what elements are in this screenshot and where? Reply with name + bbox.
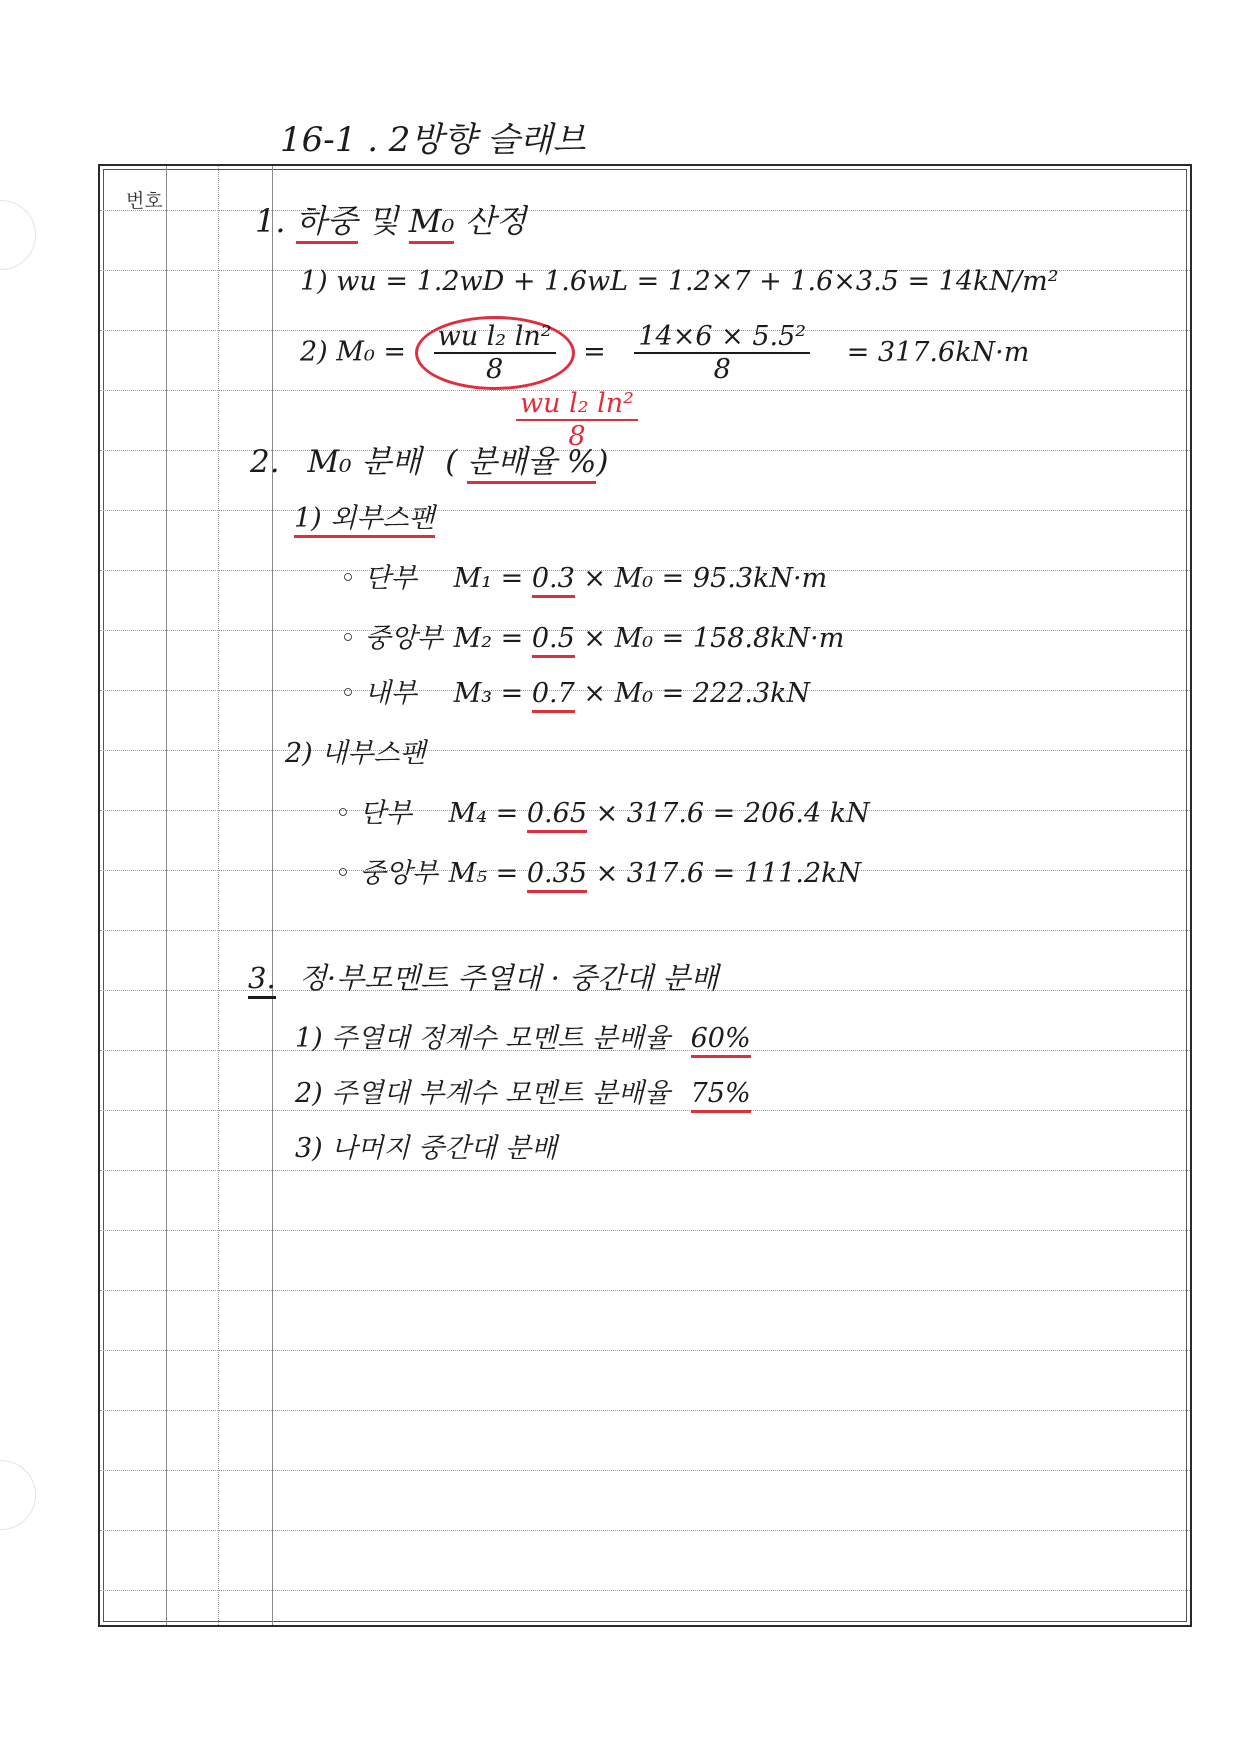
subheading-interior-span: 2) 내부스팬 (285, 738, 426, 769)
row-rhs: × M₀ = 222.3kN (583, 678, 811, 709)
ruled-line (100, 390, 1190, 391)
ruled-line (100, 1230, 1190, 1231)
coefficient: 0.3 (532, 563, 575, 598)
row-lhs: M₃ = (453, 678, 524, 709)
numerator: wu l₂ ln² (516, 388, 638, 421)
distribution-line-1 (295, 1016, 751, 1055)
denominator: 8 (485, 354, 504, 385)
ruled-line (100, 930, 1190, 931)
denominator: 8 (713, 354, 731, 385)
ruled-line (100, 1470, 1190, 1471)
load-equation: 1) wu = 1.2wD + 1.6wL = 1.2×7 + 1.6×3.5 = 14kN/m² (300, 266, 1059, 297)
ruled-line (100, 1110, 1190, 1111)
number-column-divider (166, 166, 167, 1625)
number-column-header: 번호 (126, 191, 163, 212)
heading-text: 정·부모멘트 주열대 · 중간대 분배 (298, 961, 719, 995)
row-rhs: × M₀ = 158.8kN·m (583, 623, 845, 654)
subheading-exterior-span (294, 496, 435, 535)
heading-underlined: 분배율 % (467, 444, 596, 484)
ruled-line (100, 1170, 1190, 1171)
coefficient: 0.35 (527, 858, 587, 893)
equation-result: = 317.6kN·m (846, 336, 1030, 368)
distribution-line-2 (295, 1071, 751, 1110)
section-3-heading (248, 956, 718, 997)
section-number: 1. (255, 202, 286, 240)
row-m4 (335, 791, 870, 830)
row-m3 (340, 671, 810, 710)
row-m1 (340, 556, 827, 595)
distribution-text: 1) 주열대 정계수 모멘트 분배율 (295, 1023, 671, 1054)
punch-hole (0, 1460, 36, 1530)
row-label: ◦ 단부 (340, 563, 417, 594)
section-number: 3. (248, 961, 276, 999)
ruled-sheet (98, 164, 1192, 1627)
denominator: 8 (568, 421, 586, 452)
coefficient: 0.5 (532, 623, 575, 658)
heading-text: M₀ 분배 (307, 444, 422, 480)
row-lhs: M₄ = (448, 798, 519, 829)
heading-underlined: 하중 (296, 202, 358, 244)
heading-text: ( (445, 444, 458, 480)
heading-text: 및 (357, 202, 409, 240)
heading-underlined: M₀ (409, 202, 455, 244)
circled-formula (415, 316, 575, 390)
row-rhs: × M₀ = 95.3kN·m (583, 563, 828, 594)
coefficient: 0.65 (527, 798, 587, 833)
row-label: ◦ 중앙부 (340, 623, 443, 654)
ruled-line (100, 750, 1190, 751)
heading-text: 산정 (454, 202, 527, 240)
coefficient: 0.7 (532, 678, 575, 713)
subheading-text: 1) 외부스팬 (294, 503, 435, 538)
row-m5 (335, 851, 861, 890)
row-rhs: × 317.6 = 206.4 kN (595, 798, 870, 829)
row-lhs: M₂ = (453, 623, 524, 654)
moment-equation (300, 316, 1029, 390)
distribution-value: 75% (691, 1078, 751, 1113)
row-lhs: M₁ = (453, 563, 524, 594)
ruled-line (100, 510, 1190, 511)
punch-hole (0, 200, 36, 270)
ruled-line (100, 1290, 1190, 1291)
numerator: wu l₂ ln² (434, 321, 556, 354)
fraction (634, 321, 810, 385)
margin-rule (272, 166, 273, 1625)
heading-text: ) (596, 444, 609, 480)
ruled-line (100, 1590, 1190, 1591)
ruled-line (100, 1530, 1190, 1531)
ruled-line (100, 1350, 1190, 1351)
row-label: ◦ 내부 (340, 678, 417, 709)
ruled-line (100, 1410, 1190, 1411)
distribution-text: 2) 주열대 부계수 모멘트 분배율 (295, 1078, 671, 1109)
section-1-heading (255, 196, 526, 242)
row-rhs: × 317.6 = 111.2kN (595, 858, 862, 889)
row-lhs: M₅ = (448, 858, 519, 889)
section-2-heading (250, 436, 608, 481)
row-label: ◦ 단부 (335, 798, 412, 829)
margin-rule (218, 166, 219, 1625)
row-m2 (340, 616, 844, 655)
equation-prefix: 2) M₀ = (300, 336, 406, 368)
distribution-line-3: 3) 나머지 중간대 분배 (295, 1133, 558, 1164)
fraction (434, 321, 556, 385)
row-label: ◦ 중앙부 (335, 858, 438, 889)
page-title: 16-1 . 2방향 슬래브 (280, 120, 586, 160)
section-number: 2. (250, 444, 280, 480)
distribution-value: 60% (691, 1023, 751, 1058)
numerator: 14×6 × 5.5² (634, 321, 810, 354)
equals-sign: = (583, 336, 606, 368)
